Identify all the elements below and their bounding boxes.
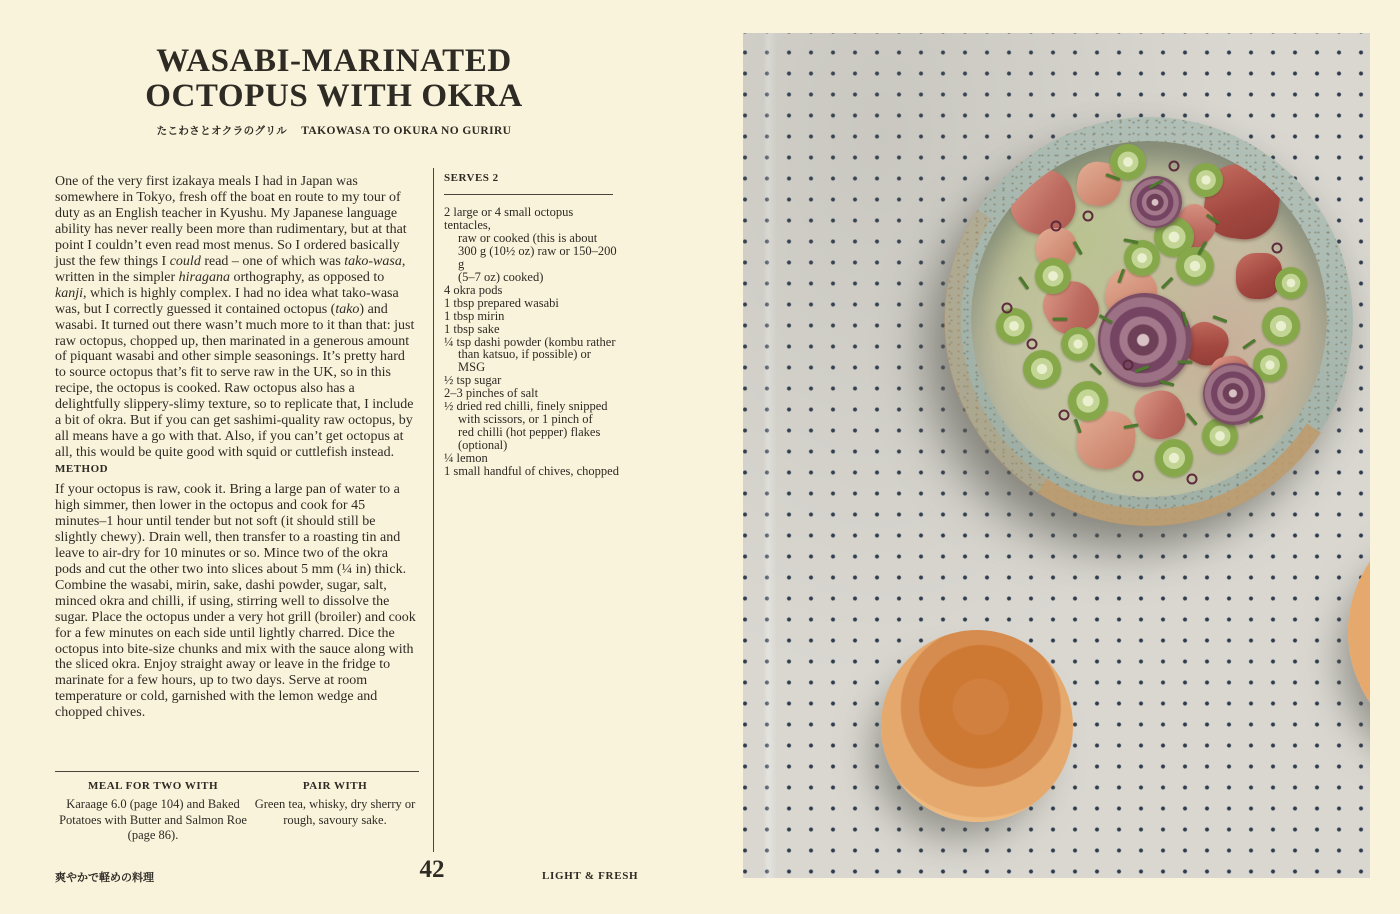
tentacle-curl bbox=[1098, 293, 1192, 387]
chive bbox=[1177, 360, 1192, 363]
chilli-ring bbox=[1272, 242, 1283, 253]
intro-segment: One of the very first izakaya meals I had in Japan was somewhere in Tokyo, fresh off the boat en route to my tour of duty as an English teacher in Kyushu. My Japanese language ability has never really been more than rudimentary, but at that point I couldn’t even read most menus. So I ordered basically just the few things I bbox=[55, 174, 407, 269]
octopus-okra-salad bbox=[971, 141, 1327, 497]
footer-japanese-section: 爽やかで軽めの料理 bbox=[55, 871, 154, 884]
ingredient-line: 1 small handful of chives, chopped bbox=[444, 464, 619, 479]
ingredient-line: (5–7 oz) cooked) bbox=[458, 269, 544, 284]
ingredient-line: 1 tbsp sake bbox=[444, 321, 500, 336]
chive bbox=[1159, 380, 1174, 387]
meal-text: Karaage 6.0 (page 104) and Baked Potatoes with Butter and Salmon Roe (page 86). bbox=[59, 797, 247, 842]
recipe-subtitle-romaji: TAKOWASA TO OKURA NO GURIRU bbox=[301, 125, 512, 137]
page-title bbox=[0, 44, 668, 114]
okra-slice bbox=[996, 308, 1032, 344]
page-title-line1: WASABI-MARINATED bbox=[156, 43, 512, 79]
chive bbox=[1186, 412, 1198, 425]
octopus-piece bbox=[1236, 253, 1282, 299]
chilli-ring bbox=[1133, 470, 1144, 481]
intro-segment: , written in the simpler bbox=[55, 253, 406, 285]
drink-pairing bbox=[251, 780, 419, 844]
okra-slice bbox=[1023, 350, 1061, 388]
intro-segment: ) and wasabi. It turned out there wasn’t much more to it than that: just raw octopus, chopped up, then marinated in a generous amount of piquant wasabi and other simple seasonings. It’s pretty hard to source octopus that’s fit to serve raw in the UK, so in this recipe, the octopus is cooked. Raw octopus also has a delightfully slippery-slimy texture, so to replicate that, I include a bit of okra. But if you can get sashimi-quality raw octopus, by all means have a go with that. Also, if you can’t get octopus at all, this would be quite good with squid or cuttlefish instead. bbox=[55, 301, 415, 461]
recipe-subtitle-japanese: たこわさとオクラのグリル bbox=[156, 125, 288, 137]
meal-heading: MEAL FOR TWO WITH bbox=[87, 780, 219, 792]
chive bbox=[1213, 315, 1228, 323]
footer-section-name: LIGHT & FRESH bbox=[542, 870, 639, 882]
ingredient-line: with scissors, or 1 pinch of bbox=[458, 412, 593, 427]
ingredient-line: ½ dried red chilli, finely snipped bbox=[444, 399, 608, 414]
intro-segment: tako bbox=[335, 301, 360, 317]
okra-slice bbox=[1176, 247, 1214, 285]
chive bbox=[1242, 338, 1256, 349]
chilli-ring bbox=[1001, 303, 1012, 314]
okra-slice bbox=[1275, 267, 1307, 299]
chilli-ring bbox=[1051, 221, 1062, 232]
ingredient-line: 2–3 pinches of salt bbox=[444, 386, 539, 401]
intro-segment: orthography, as opposed to bbox=[230, 269, 385, 285]
pair-text: Green tea, whisky, dry sherry or rough, savoury sake. bbox=[254, 797, 416, 827]
chive bbox=[1019, 276, 1030, 290]
serves-heading: SERVES 2 bbox=[444, 172, 499, 184]
meal-suggestion bbox=[55, 780, 251, 844]
ingredients-list bbox=[444, 206, 620, 478]
intro-segment: could bbox=[169, 253, 201, 269]
method-heading: METHOD bbox=[55, 463, 109, 475]
ingredient-line: than katsuo, if possible) or MSG bbox=[458, 347, 591, 375]
ingredient-line: red chilli (hot pepper) flakes bbox=[458, 425, 601, 440]
intro-segment: read – one of which was bbox=[200, 253, 345, 269]
okra-slice bbox=[1155, 439, 1193, 477]
intro-segment: kanji bbox=[55, 285, 83, 301]
okra-slice bbox=[1110, 144, 1146, 180]
method-section bbox=[55, 463, 417, 721]
chive bbox=[1124, 238, 1139, 244]
ingredient-line: 2 large or 4 small octopus tentacles, bbox=[444, 205, 574, 232]
column-divider bbox=[433, 168, 434, 852]
recipe-subtitle bbox=[0, 123, 668, 138]
ingredient-line: 1 tbsp prepared wasabi bbox=[444, 295, 559, 310]
okra-slice bbox=[1035, 258, 1071, 294]
chilli-ring bbox=[1083, 210, 1094, 221]
ingredient-line: (optional) bbox=[458, 438, 508, 453]
ingredients-section bbox=[444, 172, 620, 478]
ingredient-line: ½ tsp sugar bbox=[444, 373, 502, 388]
ingredient-line: ¼ lemon bbox=[444, 451, 488, 466]
ingredients-divider bbox=[444, 194, 613, 195]
chilli-ring bbox=[1168, 160, 1179, 171]
ingredient-line: 1 tbsp mirin bbox=[444, 308, 505, 323]
chive bbox=[1053, 318, 1068, 321]
wooden-bowl-partial bbox=[1348, 508, 1370, 756]
recipe-photo bbox=[743, 33, 1370, 878]
okra-slice bbox=[1068, 381, 1108, 421]
okra-slice bbox=[1061, 327, 1095, 361]
page-number: 42 bbox=[419, 856, 445, 883]
ingredient-line: raw or cooked (this is about bbox=[458, 230, 598, 245]
chilli-ring bbox=[1186, 474, 1197, 485]
octopus-piece bbox=[1129, 384, 1191, 446]
ingredient-line: 4 okra pods bbox=[444, 282, 503, 297]
chive bbox=[1160, 277, 1173, 290]
intro-segment: tako-wasa bbox=[344, 253, 402, 269]
recipe-header bbox=[0, 44, 668, 138]
wooden-bowl bbox=[881, 630, 1073, 822]
pair-heading: PAIR WITH bbox=[302, 780, 368, 792]
pairing-section bbox=[55, 780, 419, 844]
method-text: If your octopus is raw, cook it. Bring a large pan of water to a high simmer, then lower in the octopus and cook for 45 minutes–1 hour until tender but not soft (it should still be slightly chewy). Drain well, then transfer to a roasting tin and leave to air-dry for 10 minutes or so. Mince two of the okra pods and cut the other two into slices about 5 mm (¼ in) thick. Combine the wasabi, mirin, sake, dashi powder, sugar, salt, minced okra and chilli, if using, stirring well to dissolve the sugar. Place the octopus under a very hot grill (broiler) and cook for a few minutes on each side until lightly charred. Dice the octopus into bite-size chunks and mix with the sauce along with the sliced okra. Enjoy straight away or leave in the fridge to marinate for a few hours, up to two days. Serve at room temperature or cold, garnished with the lemon wedge and chopped chives. bbox=[55, 482, 416, 721]
okra-slice bbox=[1124, 240, 1160, 276]
chilli-ring bbox=[1058, 410, 1069, 421]
okra-slice bbox=[1189, 163, 1223, 197]
intro-segment: , which is highly complex. I had no idea what tako-wasa was, but I correctly guessed it contained octopus ( bbox=[55, 285, 399, 317]
ingredient-line: ¼ tsp dashi powder (kombu rather bbox=[444, 334, 616, 349]
page-title-line2: OCTOPUS WITH OKRA bbox=[145, 78, 523, 114]
chilli-ring bbox=[1122, 360, 1133, 371]
intro-segment: hiragana bbox=[178, 269, 230, 285]
okra-slice bbox=[1262, 307, 1300, 345]
recipe-introduction bbox=[55, 174, 417, 461]
ceramic-bowl bbox=[945, 117, 1353, 525]
horizontal-divider bbox=[55, 771, 419, 772]
ingredient-line: 300 g (10½ oz) raw or 150–200 g bbox=[458, 243, 617, 271]
chive bbox=[1089, 362, 1102, 375]
chilli-ring bbox=[1026, 338, 1037, 349]
